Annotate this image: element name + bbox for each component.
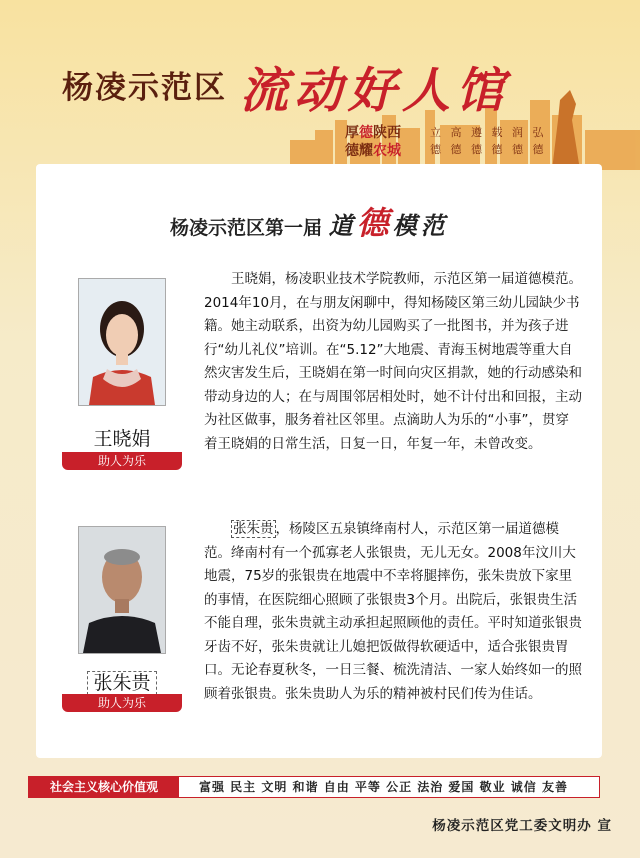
person-bio: 王晓娟，杨凌职业技术学院教师，示范区第一届道德模范。2014年10月，在与朋友闲聊中，得知杨陵区第三幼儿园缺少书籍。她主动联系，出资为幼儿园购买了一批图书，并为孩子进行“幼儿礼仪”培训。在“5.12”大地震、青海玉树地震等重大自然灾害发生后，王晓娟在第一时间向灾区捐款，她的行动感染和带动身边的人；在与周围邻居相处时，她不计付出和回报，主动为社区做事，服务着社区邻里。点滴助人为乐的“小事”，贯穿着王晓娟的日常生活，日复一日，年复一年，未曾改变。 xyxy=(204,271,582,452)
slogan-char: 农城 xyxy=(373,143,401,159)
bio-text: ，杨陵区五泉镇绛南村人，示范区第一届道德模范。绛南村有一个孤寡老人张银贵，无儿无女。2008年汶川大地震，75岁的张银贵在地震中不幸将腿摔伤，张朱贵放下家里的事情，在医院细心照顾了张银贵3个月。出院后，张银贵生活不能自理，张朱贵就主动承担起照顾他的责任。平时知道张银贵牙齿不好，张朱贵就让儿媳把饭做得软硬适中，适合张银贵胃口。无论春夏秋冬，一日三餐、梳洗清洁、一家人始终如一的照顾着张银贵。张朱贵助人为乐的精神被村民们传为佳话。 xyxy=(204,521,582,702)
subtitle-char: 模 xyxy=(392,211,421,240)
slogan-right xyxy=(430,124,546,158)
core-values-label: 社会主义核心价值观 xyxy=(29,777,179,797)
portrait-photo xyxy=(78,526,166,654)
banner-title-script: 流动好人馆 xyxy=(240,63,511,119)
person-tag: 助人为乐 xyxy=(62,694,182,712)
person-name-wrap xyxy=(42,668,202,695)
subtitle-char: 范 xyxy=(420,211,449,240)
person-tag: 助人为乐 xyxy=(62,452,182,470)
slogan-char: 德 xyxy=(359,125,373,141)
subtitle-fancy xyxy=(328,204,449,242)
slogan-char: 厚 xyxy=(345,125,359,141)
portrait-man-image xyxy=(79,527,165,653)
slogan-char: 德耀 xyxy=(345,143,373,159)
core-values-bar xyxy=(28,776,600,798)
person-bio xyxy=(204,518,582,706)
slogan-char: 陕西 xyxy=(373,125,401,141)
header-banner xyxy=(0,0,640,170)
slogan-left xyxy=(345,124,401,160)
subtitle-char: 道 xyxy=(328,211,357,240)
person-name: 张朱贵 xyxy=(87,671,156,695)
footer-credit: 杨凌示范区党工委文明办 宣 xyxy=(432,818,612,834)
bio-name-highlight: 张朱贵 xyxy=(233,521,274,537)
person-name: 王晓娟 xyxy=(93,428,151,450)
subtitle-char: 德 xyxy=(356,204,393,242)
slogan-right-line: 德 德 德 德 德 德 xyxy=(430,143,547,156)
banner-title-main: 杨凌示范区 xyxy=(62,70,227,106)
core-values-text: 富强 民主 文明 和谐 自由 平等 公正 法治 爱国 敬业 诚信 友善 xyxy=(199,780,568,794)
portrait-woman-image xyxy=(79,279,165,405)
slogan-right-line: 立 高 遵 载 润 弘 xyxy=(430,126,547,139)
subtitle-prefix: 杨凌示范区第一届 xyxy=(170,217,323,239)
portrait-photo xyxy=(78,278,166,406)
section-subtitle xyxy=(170,198,449,244)
